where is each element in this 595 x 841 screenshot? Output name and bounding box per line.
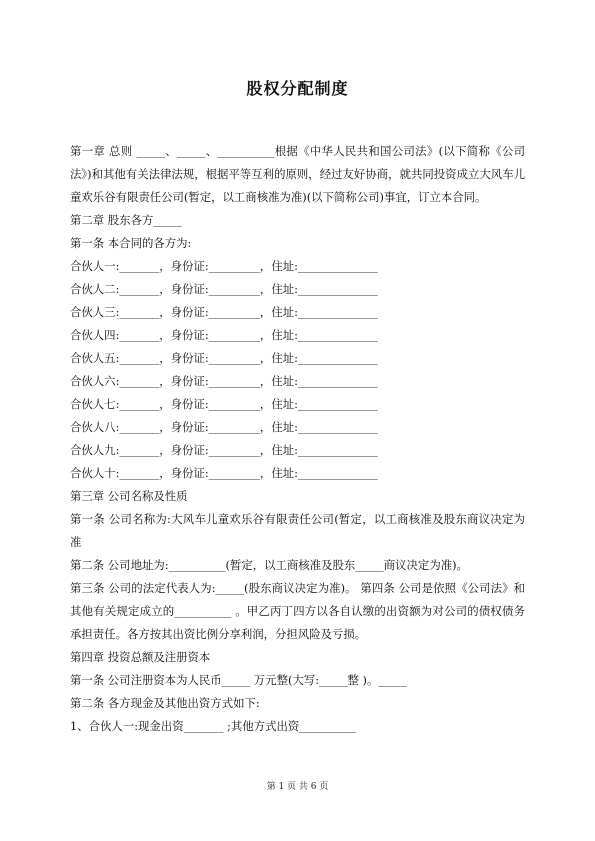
chapter-2-heading: 第二章 股东各方_____: [70, 213, 182, 227]
registered-capital-line: 第一条 公司注册资本为人民币_____ 万元整(大写:_____整 )。_____: [70, 673, 407, 687]
company-address-line: 第二条 公司地址为:__________(暂定，以工商核准及股东_____商议决定为准)。: [70, 558, 468, 572]
partner-line: 合伙人五:_______，身份证:_________，住址:______________: [70, 351, 378, 365]
partner-line: 合伙人八:_______，身份证:_________，住址:______________: [70, 420, 378, 434]
contribution-line: 1、合伙人一:现金出资_______ ;其他方式出资__________: [70, 719, 357, 733]
partner-line: 合伙人七:_______，身份证:_________，住址:______________: [70, 397, 378, 411]
partner-line: 合伙人十:_______，身份证:_________，住址:______________: [70, 466, 378, 480]
company-name-paragraph: 第一条 公司名称为:大风车儿童欢乐谷有限责任公司(暂定，以工商核准及股东商议决定为准: [70, 512, 525, 549]
chapter-1-paragraph: 第一章 总则 _____、_____、__________根据《中华人民共和国公司法》(以下简称《公司法》)和其他有关法律法规，根据平等互利的原则，经过友好协商，就共同投资成立大风车儿童欢乐谷有限责任公司(暂定，以工商核准为准)(以下简称公司)事宜，订立本合同。: [70, 144, 525, 204]
partner-line: 合伙人三:_______，身份证:_________，住址:______________: [70, 305, 378, 319]
chapter-4-heading: 第四章 投资总额及注册资本: [70, 650, 211, 664]
partner-line: 合伙人二:_______，身份证:_________，住址:______________: [70, 282, 378, 296]
partner-line: 合伙人一:_______，身份证:_________，住址:______________: [70, 259, 378, 273]
contribution-heading: 第二条 各方现金及其他出资方式如下:: [70, 696, 260, 710]
document-body: [70, 140, 525, 738]
legal-representative-paragraph: 第三条 公司的法定代表人为:_____(股东商议决定为准)。 第四条 公司是依照《公司法》和其他有关规定成立的__________ 。甲乙丙丁四方以各自认缴的出资额为对公司的债权债务承担责任。各方按其出资比例分享利润，分担风险及亏损。: [70, 581, 525, 641]
chapter-3-heading: 第三章 公司名称及性质: [70, 489, 188, 503]
article-heading: 第一条 本合同的各方为:: [70, 236, 192, 250]
page-number: 第 1 页 共 6 页: [266, 782, 329, 792]
partner-line: 合伙人六:_______，身份证:_________，住址:______________: [70, 374, 378, 388]
partner-line: 合伙人四:_______，身份证:_________，住址:______________: [70, 328, 378, 342]
partner-line: 合伙人九:_______，身份证:_________，住址:______________: [70, 443, 378, 457]
document-title: 股权分配制度: [246, 79, 349, 98]
